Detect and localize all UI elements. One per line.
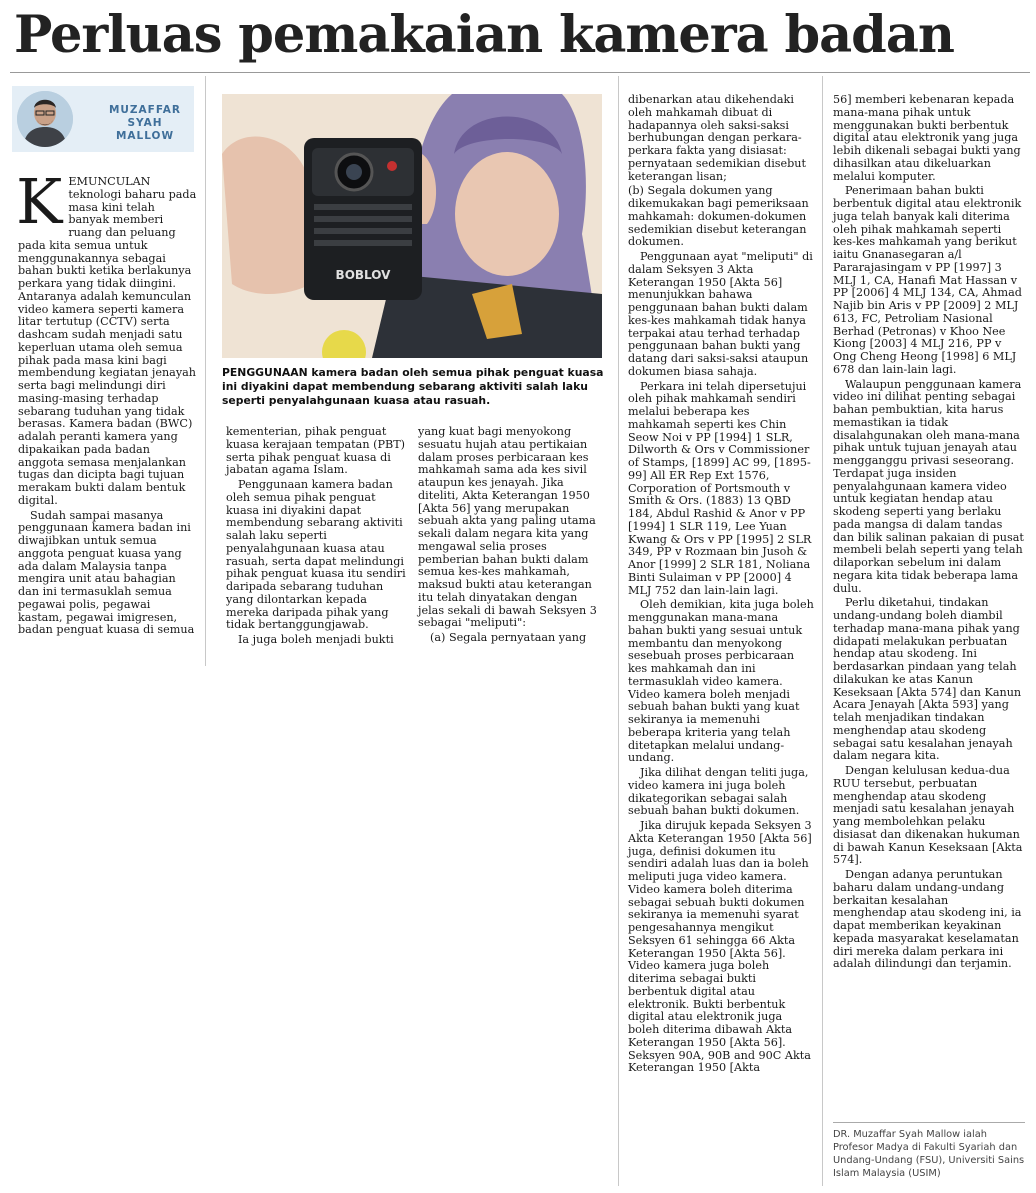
- paragraph: Ia juga boleh menjadi bukti: [238, 633, 394, 646]
- paragraph: (a) Segala pernyataan yang: [430, 631, 587, 644]
- paragraph: 56] memberi kebenaran kepada mana-mana pihak untuk menggunakan bukti berbentuk digital atau elektronik yang juga lebih dikenali sebagai bukti yang dihasilkan atau dikeluarkan melalui komputer.: [833, 93, 1021, 183]
- paragraph: (b) Segala dokumen yang dikemukakan bagi pemeriksaan mahkamah: dokumen-dokumen sedemikian disebut keterangan dokumen.: [628, 184, 809, 249]
- author-name-line: MALLOW: [115, 130, 175, 142]
- paragraph: Jika dilihat dengan teliti juga, video kamera ini juga boleh dikategorikan sebagai salah sebuah bahan bukti dokumen.: [628, 766, 809, 818]
- article-photo: [222, 94, 602, 358]
- article-column-4: [628, 94, 814, 1077]
- byline-rule: [833, 1122, 1025, 1123]
- paragraph: kementerian, pihak penguat kuasa kerajaan tempatan (PBT) serta pihak penguat kuasa di jabatan agama Islam.: [226, 425, 406, 477]
- author-box: [12, 86, 194, 152]
- paragraph: Dengan adanya peruntukan baharu dalam undang-undang berkaitan kesalahan menghendap atau skodeng ini, ia dapat memberikan keyakinan kepada masyarakat keselamatan diri mereka dalam perkara ini adalah dilindungi dan terjamin.: [833, 868, 1022, 971]
- headline: Perluas pemakaian kamera badan: [14, 5, 954, 65]
- paragraph: [16, 165, 198, 508]
- column-divider: [205, 76, 206, 666]
- paragraph: Jika dirujuk kepada Seksyen 3 Akta Keterangan 1950 [Akta 56] juga, definisi dokumen itu sendiri adalah luas dan ia boleh meliputi juga video kamera. Video kamera boleh diterima sebagai sebuah bukti dokumen sekiranya ia memenuhi syarat pengesahannya mengikut Seksyen 61 sehingga 66 Akta Keterangan 1950 [Akta 56]. Video kamera juga boleh diterima sebagai bukti berbentuk digital atau elektronik. Bukti berbentuk digital atau elektronik juga boleh diterima dibawah Akta Keterangan 1950 [Akta 56]. Seksyen 90A, 90B and 90C Akta Keterangan 1950 [Akta: [628, 819, 812, 1075]
- author-avatar: [17, 91, 73, 147]
- paragraph: Penggunaan kamera badan oleh semua pihak penguat kuasa ini diyakini dapat membendung sebarang aktiviti salah laku seperti penyalahgunaan kuasa atau rasuah, serta dapat melindungi pihak penguat kuasa itu sendiri daripada sebarang tuduhan yang dilontarkan kepada mereka daripada pihak yang tidak bertanggungjawab.: [226, 478, 406, 632]
- paragraph-text: EMUNCULAN teknologi baharu pada masa kini telah banyak memberi ruang dan peluang pada kita semua untuk menggunakannya sebagai bahan bukti ketika berlakunya perkara yang tidak diingini. Antaranya adalah kemunculan video kamera seperti kamera litar tertutup (CCTV) serta dashcam sudah menjadi satu keperluan utama oleh semua pihak pada masa kini bagi membendung kegiatan jenayah serta bagi melindungi diri masing-masing terhadap sebarang tuduhan yang tidak berasas. Kamera badan (BWC) adalah peranti kamera yang dipakaikan pada badan anggota semasa menjalankan tugas dan dicipta bagi tujuan merakam bukti dalam bentuk digital.: [18, 175, 197, 507]
- paragraph: Oleh demikian, kita juga boleh menggunakan mana-mana bahan bukti yang sesuai untuk membantu dan menyokong sesebuah proses perbicaraan kes mahkamah dan ini termasuklah video kamera. Video kamera boleh menjadi sebuah bahan bukti yang kuat sekiranya ia memenuhi beberapa kriteria yang telah ditetapkan melalui undang-undang.: [628, 598, 814, 765]
- article-column-1: [16, 165, 198, 639]
- article-column-3: [418, 426, 602, 647]
- paragraph: yang kuat bagi menyokong sesuatu hujah atau pertikaian dalam proses perbicaraan kes mahkamah sama ada kes sivil ataupun kes jenayah. Jika diteliti, Akta Keterangan 1950 [Akta 56] yang merupakan sebuah akta yang paling utama sekali dalam negara kita yang mengawal selia proses pemberian bahan bukti dalam semua kes-kes mahkamah, maksud bukti atau keterangan itu telah dinyatakan dengan jelas sekali di bawah Seksyen 3 sebagai "meliputi":: [418, 425, 597, 630]
- paragraph: Dengan kelulusan kedua-dua RUU tersebut, perbuatan menghendap atau skodeng menjadi satu kesalahan jenayah yang membolehkan pelaku disiasat dan dikenakan hukuman di bawah Kanun Keseksaan [Akta 574].: [833, 764, 1023, 867]
- paragraph: Penerimaan bahan bukti berbentuk digital atau elektronik juga telah banyak kali diterima oleh pihak mahkamah seperti kes-kes mahkamah yang berikut iaitu Gnanasegaran a/l Pararajasingam v PP [1997] 3 MLJ 1, CA, Hanafi Mat Hassan v PP [2006] 4 MLJ 134, CA, Ahmad Najib bin Aris v PP [2009] 2 MLJ 613, FC, Petroliam Nasional Berhad (Petronas) v Khoo Nee Kiong [2003] 4 MLJ 216, PP v Ong Cheng Heong [1998] 6 MLJ 678 dan lain-lain lagi.: [833, 184, 1022, 376]
- column-divider: [822, 76, 823, 1186]
- drop-cap: K: [16, 165, 63, 238]
- camera-brand: BOBLOV: [335, 268, 391, 282]
- paragraph: dibenarkan atau dikehendaki oleh mahkamah dibuat di hadapannya oleh saksi-saksi berhubungan dengan perkara-perkara fakta yang disiasat: pernyataan sedemikian disebut keterangan lisan;: [628, 93, 807, 183]
- author-name-line: SYAH: [127, 117, 163, 129]
- article-column-5: [833, 94, 1025, 973]
- paragraph: Perkara ini telah dipersetujui oleh pihak mahkamah sendiri melalui beberapa kes mahkamah seperti kes Chin Seow Noi v PP [1994] 1 SLR, Dilworth & Ors v Commissioner of Stamps, [1899] AC 99, [1895-99] All ER Rep Ext 1576, Corporation of Portsmouth v Smith & Ors. (1883) 13 QBD 184, Abdul Rashid & Anor v PP [1994] 1 SLR 119, Lee Yuan Kwang & Ors v PP [1995] 2 SLR 349, PP v Rozmaan bin Jusoh & Anor [1999] 2 SLR 181, Noliana Binti Sulaiman v PP [2000] 4 MLJ 752 dan lain-lain lagi.: [628, 379, 812, 597]
- paragraph: Perlu diketahui, tindakan undang-undang boleh diambil terhadap mana-mana pihak yang didapati melakukan perbuatan hendap atau skodeng. Ini berdasarkan pindaan yang telah dilakukan ke atas Kanun Keseksaan [Akta 574] dan Kanun Acara Jenayah [Akta 593] yang telah menjadikan tindakan menghendap atau skodeng sebagai satu kesalahan jenayah dalam negara kita.: [833, 596, 1022, 763]
- author-name-line: MUZAFFAR: [108, 104, 182, 116]
- author-byline: DR. Muzaffar Syah Mallow ialah Profesor Madya di Fakulti Syariah dan Undang-Undang (FSU), Universiti Sains Islam Malaysia (USIM): [833, 1129, 1025, 1179]
- photo-caption: PENGGUNAAN kamera badan oleh semua pihak penguat kuasa ini diyakini dapat membendung sebarang aktiviti salah laku seperti penyalahgunaan kuasa atau rasuah.: [222, 366, 604, 407]
- author-name: [100, 104, 190, 143]
- paragraph: Walaupun penggunaan kamera video ini dilihat penting sebagai bahan pembuktian, kita harus memastikan ia tidak disalahgunakan oleh mana-mana pihak untuk tujuan jenayah atau mengganggu privasi seseorang. Terdapat juga insiden penyalahgunaan kamera video untuk kegiatan hendap atau skodeng seperti yang berlaku pada mangsa di dalam tandas dan bilik salinan pakaian di pusat membeli belah seperti yang telah dilaporkan sebelum ini dalam negara kita tidak beberapa lama dulu.: [833, 377, 1024, 595]
- article-column-2: [226, 426, 408, 649]
- column-divider: [618, 76, 619, 1186]
- paragraph: Penggunaan ayat "meliputi" di dalam Seksyen 3 Akta Keterangan 1950 [Akta 56] menunjukkan bahawa penggunaan bahan bukti dalam kes-kes mahkamah tidak hanya terpakai atau terhad terhadap penggunaan bahan bukti yang datang dari saksi-saksi ataupun dokumen biasa sahaja.: [628, 250, 813, 378]
- paragraph: Sudah sampai masanya penggunaan kamera badan ini diwajibkan untuk semua anggota penguat kuasa yang ada dalam Malaysia tanpa mengira unit atau bahagian dan ini termasuklah semua pegawai polis, pegawai kastam, pegawai imigresen, badan penguat kuasa di semua: [18, 508, 195, 637]
- top-rule: [10, 72, 1030, 73]
